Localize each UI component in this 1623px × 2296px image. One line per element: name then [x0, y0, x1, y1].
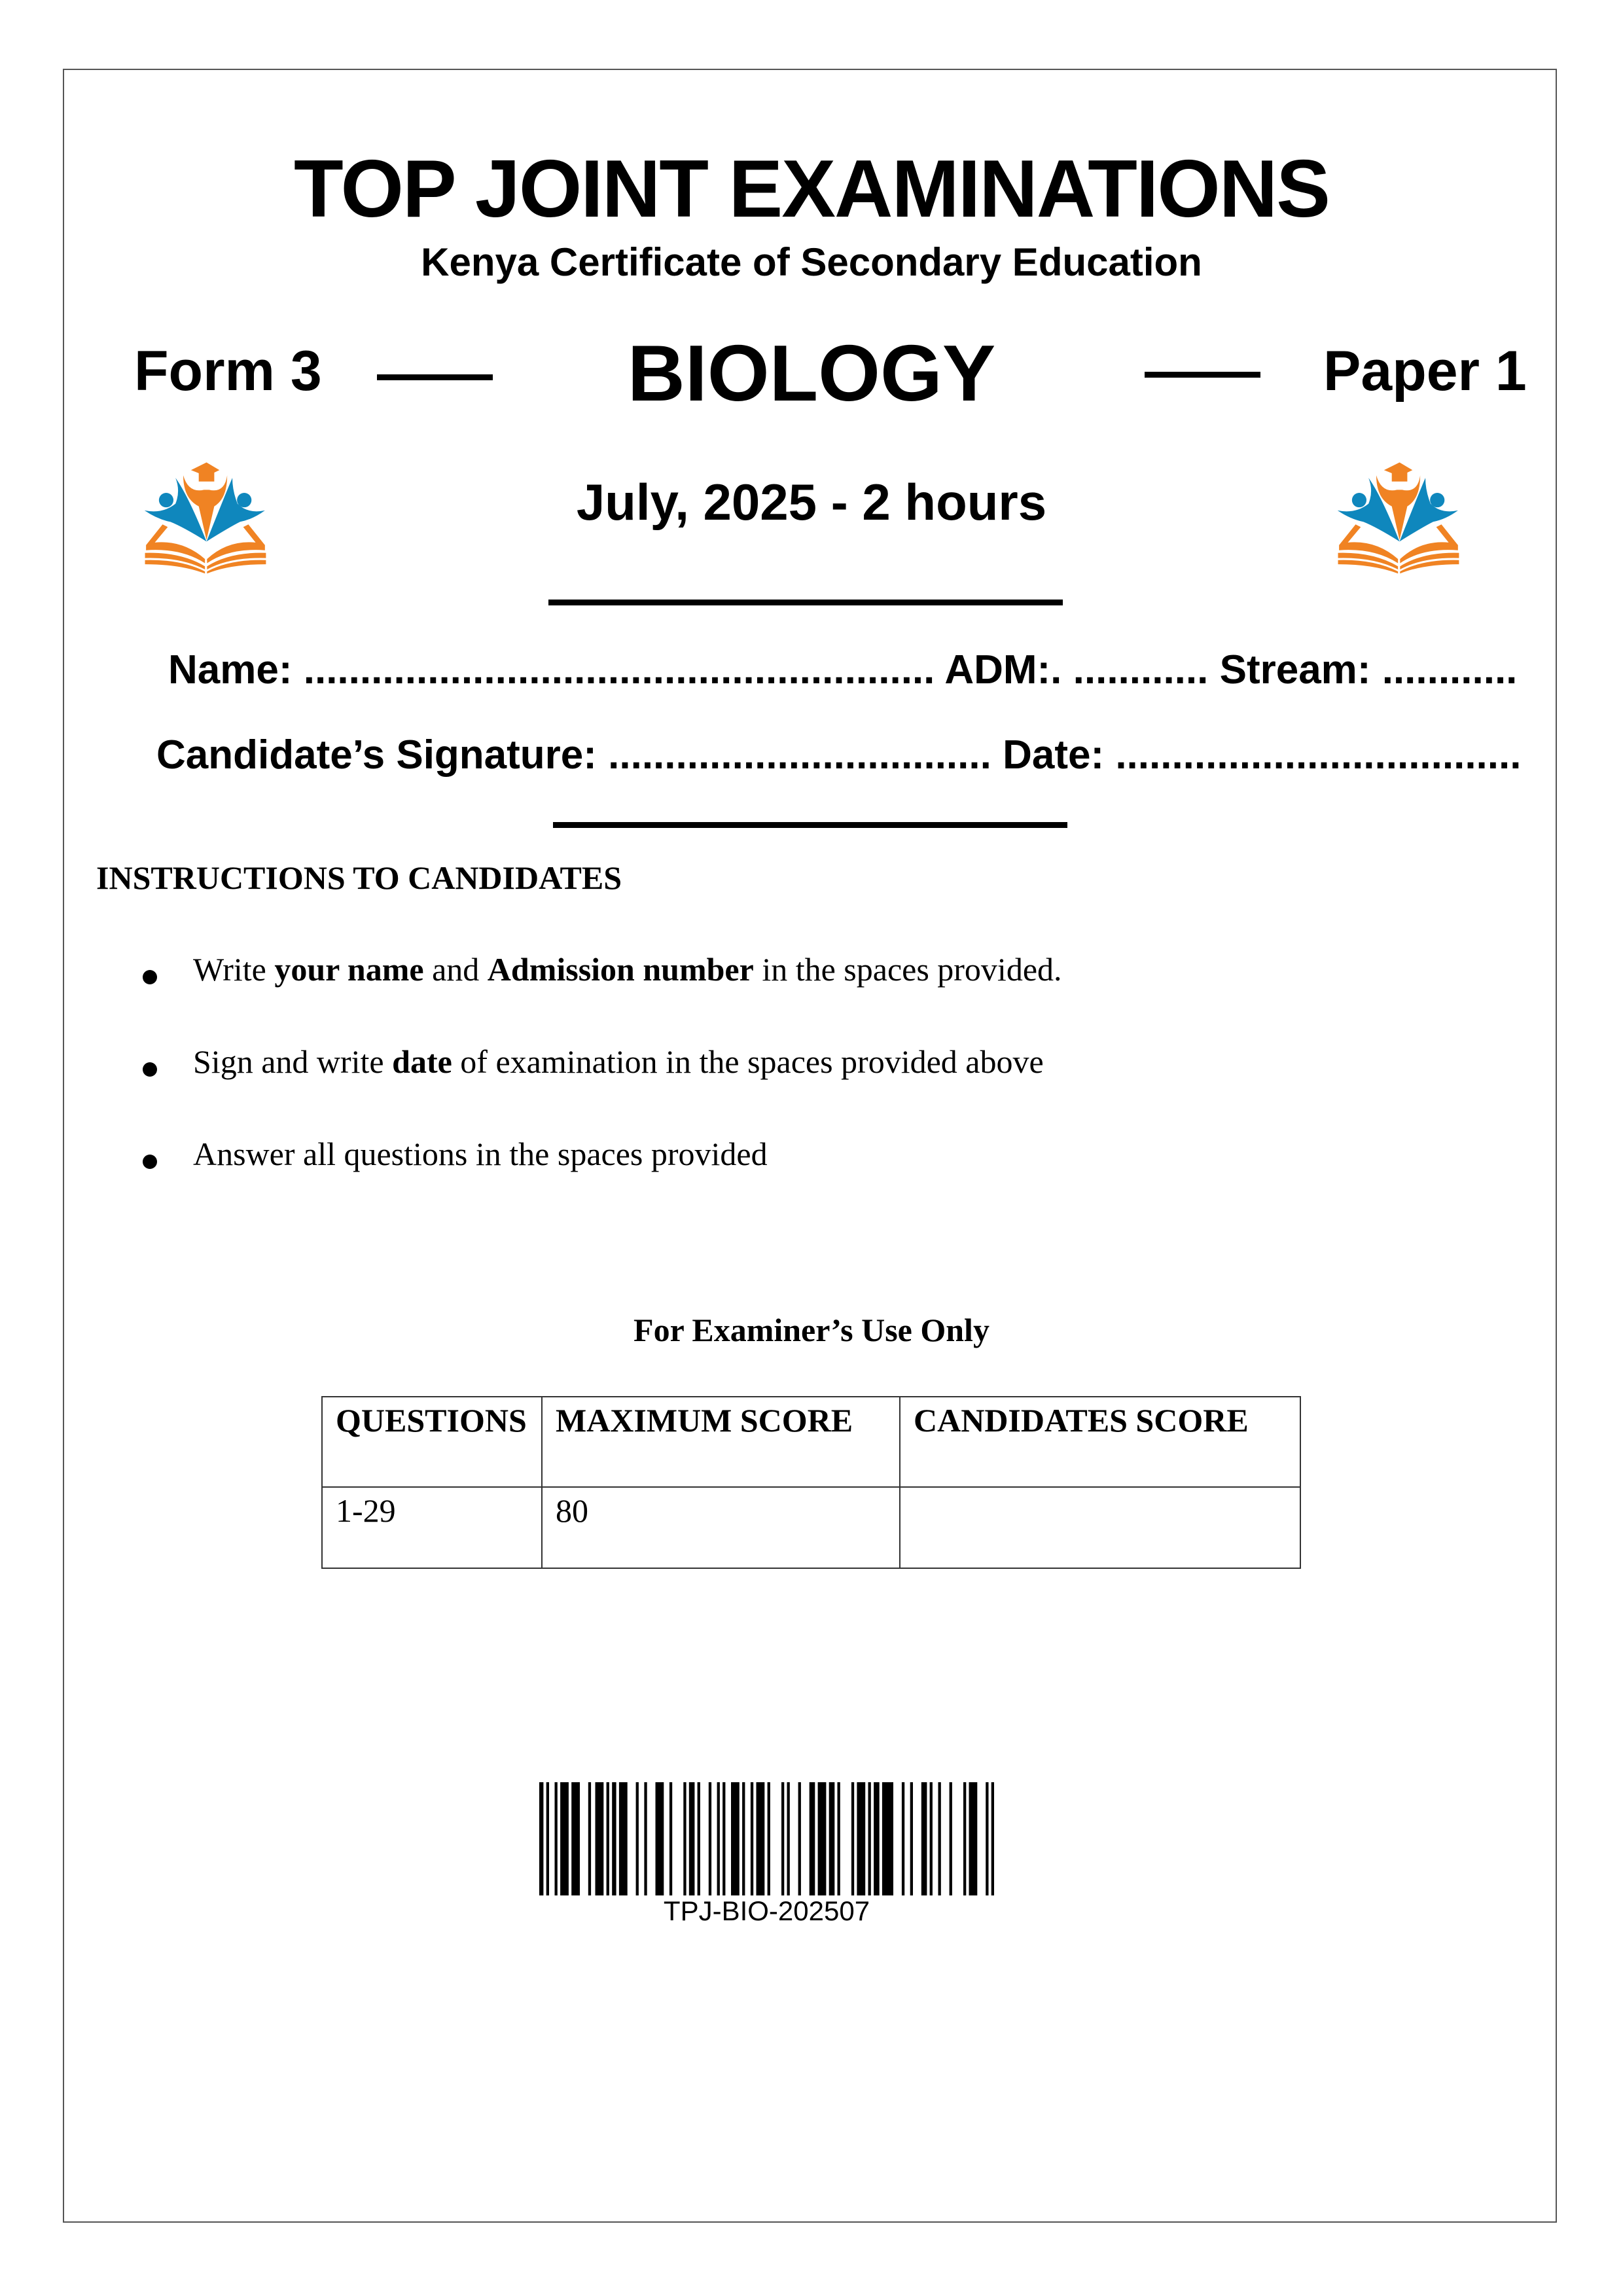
barcode-bar — [938, 1782, 941, 1895]
adm-label: ADM:. — [944, 647, 1062, 692]
barcode-bar — [683, 1782, 686, 1895]
barcode-bar — [656, 1782, 664, 1895]
stream-field[interactable]: ............ — [1382, 647, 1518, 692]
barcode-bar — [963, 1782, 966, 1895]
barcode-bar — [838, 1782, 840, 1895]
exam-subtitle: Kenya Certificate of Secondary Education — [421, 240, 1202, 284]
date-label: Date: — [1003, 732, 1105, 778]
barcode-bar — [768, 1782, 770, 1895]
bullet-icon — [143, 1155, 157, 1169]
barcode-bar — [560, 1782, 569, 1895]
instruction-item — [193, 1135, 768, 1173]
barcode-bar — [588, 1782, 591, 1895]
instruction-item — [193, 950, 1062, 988]
instruction-item — [193, 1043, 1044, 1081]
right-dash — [1145, 372, 1260, 378]
instruction-text: Sign and write — [193, 1043, 393, 1080]
bullet-icon — [143, 970, 157, 984]
barcode-bar — [868, 1782, 871, 1895]
barcode-bar — [810, 1782, 815, 1895]
questions-cell: 1-29 — [322, 1487, 542, 1568]
barcode-bar — [798, 1782, 801, 1895]
instruction-emphasis: date — [392, 1043, 452, 1080]
instructions-heading: INSTRUCTIONS TO CANDIDATES — [96, 859, 622, 896]
barcode-bar — [636, 1782, 639, 1895]
instruction-text: Write — [193, 951, 275, 988]
barcode — [539, 1782, 994, 1895]
table-row — [322, 1487, 1300, 1568]
barcode-bar — [539, 1782, 543, 1895]
bullet-icon — [143, 1062, 157, 1077]
barcode-bar — [742, 1782, 745, 1895]
barcode-bar — [717, 1782, 720, 1895]
barcode-bar — [857, 1782, 865, 1895]
barcode-bar — [787, 1782, 790, 1895]
barcode-bar — [757, 1782, 765, 1895]
divider-bottom — [553, 822, 1067, 828]
barcode-bar — [546, 1782, 549, 1895]
barcode-bar — [818, 1782, 827, 1895]
barcode-bar — [829, 1782, 835, 1895]
name-label: Name: — [168, 647, 293, 692]
barcode-bar — [874, 1782, 880, 1895]
barcode-bar — [969, 1782, 978, 1895]
instruction-text: Answer all questions in the spaces provided — [193, 1136, 768, 1172]
barcode-bar — [921, 1782, 927, 1895]
barcode-bar — [596, 1782, 604, 1895]
barcode-bar — [644, 1782, 647, 1895]
barcode-bar — [612, 1782, 616, 1895]
barcode-bar — [607, 1782, 609, 1895]
barcode-text: TPJ-BIO-202507 — [663, 1895, 870, 1926]
date-field[interactable]: .................................... — [1115, 732, 1522, 778]
barcode-bar — [698, 1782, 700, 1895]
candidate-fields-row2 — [156, 732, 1521, 778]
barcode-bar — [882, 1782, 893, 1895]
barcode-bar — [991, 1782, 994, 1895]
barcode-bar — [902, 1782, 904, 1895]
barcode-bar — [555, 1782, 558, 1895]
column-header: CANDIDATES SCORE — [900, 1397, 1300, 1487]
barcode-bar — [571, 1782, 580, 1895]
barcode-bar — [910, 1782, 913, 1895]
subject-title: BIOLOGY — [627, 329, 996, 418]
adm-field[interactable]: ............ — [1073, 647, 1209, 692]
table-header-row — [322, 1397, 1300, 1487]
barcode-bar — [950, 1782, 952, 1895]
candidate-fields-row1 — [168, 647, 1517, 693]
score-table — [321, 1396, 1301, 1569]
barcode-bar — [689, 1782, 695, 1895]
divider-top — [548, 600, 1063, 605]
barcode-bar — [619, 1782, 628, 1895]
signature-label: Candidate’s Signature: — [156, 732, 597, 778]
name-field[interactable]: ........................................................ — [303, 647, 935, 692]
candidate-score-cell[interactable] — [900, 1487, 1300, 1568]
stream-label: Stream: — [1219, 647, 1371, 692]
instruction-text: and — [423, 951, 488, 988]
column-header: MAXIMUM SCORE — [542, 1397, 900, 1487]
exam-date-duration: July, 2025 - 2 hours — [576, 473, 1047, 531]
max-score-cell: 80 — [542, 1487, 900, 1568]
barcode-bar — [930, 1782, 933, 1895]
examiner-heading: For Examiner’s Use Only — [633, 1312, 990, 1348]
barcode-bar — [669, 1782, 672, 1895]
paper-label: Paper 1 — [1323, 340, 1527, 403]
barcode-bar — [731, 1782, 740, 1895]
signature-field[interactable]: .................................. — [608, 732, 991, 778]
barcode-bar — [781, 1782, 784, 1895]
barcode-bar — [709, 1782, 711, 1895]
barcode-bar — [986, 1782, 988, 1895]
instruction-text: of examination in the spaces provided above — [452, 1043, 1044, 1080]
barcode-bar — [851, 1782, 854, 1895]
column-header: QUESTIONS — [322, 1397, 542, 1487]
barcode-bar — [722, 1782, 725, 1895]
barcode-bar — [751, 1782, 753, 1895]
form-label: Form 3 — [134, 340, 322, 403]
instruction-emphasis: Admission number — [487, 951, 754, 988]
exam-title: TOP JOINT EXAMINATIONS — [294, 144, 1329, 234]
instruction-emphasis: your name — [274, 951, 424, 988]
instruction-text: in the spaces provided. — [753, 951, 1062, 988]
